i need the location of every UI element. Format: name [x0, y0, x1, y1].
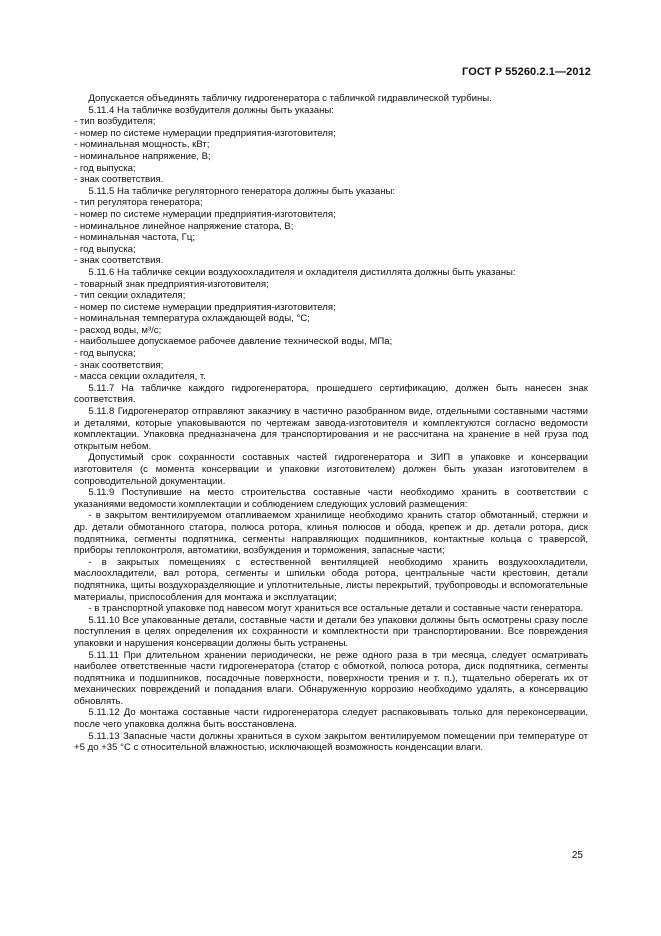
list-item: - в транспортной упаковке под навесом могут храниться все остальные детали и составные части генератора. — [88, 603, 584, 615]
paragraph: 5.11.5 На табличке регуляторного генератора должны быть указаны: — [88, 185, 396, 197]
body-text — [74, 93, 588, 754]
list-item: - год выпуска; — [74, 243, 136, 255]
paragraph: 5.11.8 Гидрогенератор отправляют заказчику в частично разобранном виде, отдельными составными частями и деталями, которые упаковываются по чертежам завода-изготовителя и комплектуются согласно ведомости комплектации. Упаковка предназначена для транспортирования и не рассчитана на хранение в ней груза под открытым небом. — [74, 406, 588, 452]
list-item: - номинальное напряжение, В; — [74, 150, 211, 162]
page-number: 25 — [571, 850, 583, 861]
list-item: - номинальное линейное напряжение статора, В; — [74, 220, 294, 232]
list-item: - тип регулятора генератора; — [74, 197, 203, 209]
paragraph: 5.11.10 Все упакованные детали, составные части и детали без упаковки должны быть осмотрены сразу после поступления в целях определения их сохранности и комплектности при транспортировании. Все повреждения упаковки и нарушения консервации должны быть устранены. — [74, 614, 588, 649]
list-item: - тип секции охладителя; — [74, 290, 186, 302]
list-item: - год выпуска; — [74, 162, 136, 174]
paragraph: Допустимый срок сохранности составных частей гидрогенератора и ЗИП в упаковке и консервации изготовителя (с момента консервации и упаковки изготовителем) должен быть указан изготовителем в сопроводительной документации. — [74, 452, 588, 487]
list-item: - номер по системе нумерации предприятия-изготовителя; — [74, 301, 336, 313]
list-item: - товарный знак предприятия-изготовителя; — [74, 278, 269, 290]
paragraph: 5.11.6 На табличке секции воздухоохладителя и охладителя дистиллята должны быть указаны: — [88, 266, 516, 278]
paragraph: 5.11.7 На табличке каждого гидрогенератора, прошедшего сертификацию, должен быть нанесен знак соответствия. — [74, 382, 588, 406]
paragraph: 5.11.12 До монтажа составные части гидрогенератора следует распаковывать только для переконсервации, после чего упаковка должна быть восстановлена. — [74, 707, 588, 731]
list-item: - масса секции охладителя, т. — [74, 371, 206, 383]
paragraph: 5.11.11 При длительном хранении периодически, не реже одного раза в три месяца, следует осматривать наиболее ответственные части гидрогенератора (статор с обмоткой, полюса ротора, диск подпятника, сегменты подпятника и подшипников, посадочные поверхности, поверхности трения и т. п.), тщательно оберегать их от механических повреждений и попадания влаги. Обнаруженную коррозию необходимо удалять, а консервацию обновлять. — [74, 649, 588, 707]
paragraph: Допускается объединять табличку гидрогенератора с табличкой гидравлической турбины. — [88, 93, 492, 104]
list-item: - в закрытом вентилируемом отапливаемом хранилище необходимо хранить статор обмотанный, стержни и др. детали обмотанного статора, полюса ротора, клинья полюсов и обода, крепеж и др. детали ротора, диск подпятника, сегменты подпятника, сегменты направляющих подшипников, контактные кольца с траверсой, приборы теплоконтроля, автоматики, возбуждения и торможения, запасные части; — [74, 510, 588, 557]
list-item: - номинальная частота, Гц; — [74, 232, 196, 244]
list-item: - номинальная температура охлаждающей воды, °С; — [74, 313, 310, 325]
list-item: - знак соответствия; — [74, 359, 164, 371]
list-item: - год выпуска; — [74, 348, 136, 360]
list-item: - знак соответствия. — [74, 174, 164, 186]
list-item: - расход воды, м³/с; — [74, 324, 162, 336]
list-item: - тип возбудителя; — [74, 116, 156, 128]
list-item: - номер по системе нумерации предприятия-изготовителя; — [74, 208, 336, 220]
list-item: - наибольшее допускаемое рабочее давление технической воды, МПа; — [74, 336, 393, 348]
document-id: ГОСТ Р 55260.2.1—2012 — [462, 66, 591, 78]
list-item: - знак соответствия. — [74, 255, 164, 267]
list-item: - в закрытых помещениях с естественной вентиляцией необходимо хранить воздухоохладители, маслоохладители, вал ротора, сегменты и шпильки обода ротора, центральные части крестовин, детали подпятника, щиты воздухоразделяющие и уплотнительные, листы перекрытий, трубопроводы и вспомогательные материалы, приспособления для монтажа и эксплуатации; — [74, 556, 588, 603]
paragraph: 5.11.9 Поступившие на место строительства составные части необходимо хранить в соответствии с указаниями ведомости комплектации и соблюдением следующих условий размещения: — [74, 487, 588, 510]
paragraph: 5.11.13 Запасные части должны храниться в сухом закрытом вентилируемом помещении при температуре от +5 до +35 °С с относительной влажностью, исключающей возможность конденсации влаги. — [74, 730, 588, 754]
list-item: - номинальная мощность, кВт; — [74, 139, 210, 151]
list-item: - номер по системе нумерации предприятия-изготовителя; — [74, 127, 336, 139]
paragraph: 5.11.4 На табличке возбудителя должны быть указаны: — [88, 104, 334, 116]
